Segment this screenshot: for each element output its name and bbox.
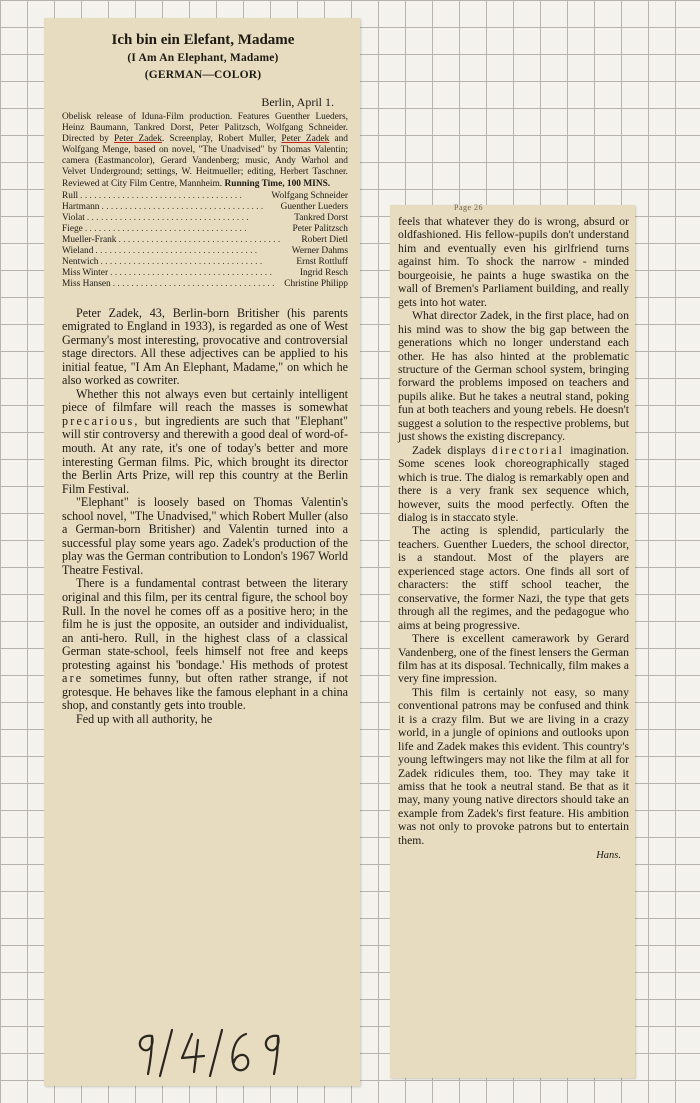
cast-row	[62, 202, 348, 213]
byline: Hans.	[596, 850, 621, 862]
cast-role: Fiege	[62, 223, 83, 234]
review-clipping-left	[44, 18, 360, 1086]
dateline: Berlin, April 1.	[261, 95, 334, 109]
cast-row	[62, 268, 348, 279]
review-paragraph: The acting is splendid, particularly the teachers. Guenther Lueders, the school director, is a standout. Most of the players are experienced stage actors. One finds all sort of characters: the stiff school teacher, the conservative, the former Nazi, the type that gets through all the regimes, and the pedagogue who aims at being progressive.	[398, 524, 629, 632]
credits-text: Obelisk release of Iduna-Film production. Features Guenther Lueders, Heinz Baumann, Tankred Dorst, Peter Palitzsch, Wolfgang Schneider. Directed by	[62, 112, 348, 145]
leader-dots	[85, 224, 291, 235]
paragraph-text: but	[144, 413, 161, 428]
paragraph-text: Zadek displays	[412, 443, 486, 457]
spaced-word: directorial	[491, 443, 565, 457]
credits-text: and Wolfgang Menge, based on novel, "The Unadvised" by Thomas Valentin; camera (Eastmancolor), Gerard Vandenberg; music, Andy Warhol and Velvet Underground; settings, W. Heitmueller; editing, Herbert Taschner. Reviewed at City Film Centre, Mannheim.	[62, 134, 348, 189]
headline: Ich bin ein Elefant, Madame	[111, 32, 295, 48]
cast-actor: Christine Philipp	[284, 279, 348, 290]
review-paragraph: There is excellent camerawork by Gerard Vandenberg, one of the finest lensers the German film has at its disposal. Technically, film makes a very fine impression.	[398, 632, 629, 686]
cast-actor: Wolfgang Schneider	[271, 190, 348, 201]
review-paragraph	[62, 388, 348, 496]
credits-block	[62, 112, 348, 190]
cast-role: Nentwich	[62, 257, 99, 268]
review-paragraph: This film is certainly not easy, so many conventional patrons may be confused and think it is a crazy film. But we are living in a crazy world, in a jungle of opinions and outlooks upon life and Zadek makes this evident. This country's young leftwingers may not like the film at all for Zadek ridicules them, too. They may take it amiss that he took a neutral stand. Be that as it may, many young native directors should take an example from Zadek's first feature. His ambition was not only to provoke patrons but to entertain them.	[398, 685, 629, 847]
review-paragraph: Fed up with all authority, he	[76, 711, 213, 726]
cast-role: Mueller-Frank	[62, 235, 117, 246]
paragraph-text: ingredients are such that "Elephant" will stir controversy and therewith a good deal of word-of-mouth. At any rate, it's one of today's better and more interesting German films. Pic, which brought its director the Berlin Arts Prize, will rep this country at the Berlin Film Festival.	[62, 413, 348, 496]
spaced-word: precarious,	[62, 413, 140, 428]
review-body-left	[62, 307, 348, 727]
paragraph-text: sometimes funny, but often rather strange, if not grotesque. He behaves like the famous elephant in a china shop, and constantly gets into trouble.	[62, 671, 348, 713]
cast-row	[62, 279, 348, 290]
paragraph-text: but certainly intelligent piece of filmfare will reach the masses is somewhat	[62, 386, 348, 415]
genre-label: (GERMAN—COLOR)	[144, 69, 262, 81]
cast-actor: Werner Dahms	[291, 246, 348, 257]
paragraph-text: imagination. Some scenes look choreographically staged which is true. The dialog is remarkably open and there is a very frank sex sequence which, however, suits the mood perfectly. Often the dialog is in staccato style.	[398, 443, 630, 524]
cast-role: Rull	[62, 190, 79, 201]
leader-dots	[110, 268, 298, 279]
cast-role: Hartmann	[62, 201, 100, 212]
english-title: (I Am An Elephant, Madame)	[127, 52, 279, 64]
review-paragraph	[398, 444, 629, 525]
cast-actor: Peter Palitzsch	[292, 223, 348, 234]
paragraph-text: There is a fundamental contrast between the literary original and this film, per its central figure, the school boy Rull. In the novel he comes off as a positive hero; in the film he is just the opposite, an outsider and individualist, an anti-hero. Rull, in the highest class of a classical German state-school, feels himself not free and keeps protesting against his 'bondage.' His methods of protest	[62, 576, 348, 672]
cast-list	[62, 191, 348, 291]
paragraph-text: Whether this not always even	[76, 386, 227, 401]
cast-row	[62, 246, 348, 257]
page-header-fragment: Page 26	[454, 203, 484, 212]
spaced-word: are	[62, 671, 84, 686]
cast-actor: Ernst Rottluff	[296, 257, 348, 268]
cast-actor: Ingrid Resch	[299, 268, 348, 279]
running-time: Running Time, 100 MINS.	[224, 178, 331, 189]
leader-dots	[100, 257, 294, 268]
leader-dots	[80, 191, 269, 202]
cast-actor: Robert Dietl	[301, 235, 348, 246]
review-paragraph: "Elephant" is loosely based on Thomas Valentin's school novel, "The Unadvised," which Robert Muller (also a German-born Britisher) and Valentin turned into a successful play some years ago. Zadek's production of the play was the German contribution to London's 1967 World Theatre Festival.	[62, 495, 348, 577]
director-name: Peter Zadek	[114, 134, 162, 145]
cast-role: Violat	[62, 212, 85, 223]
cast-role: Miss Hansen	[62, 279, 111, 290]
leader-dots	[95, 246, 289, 257]
leader-dots	[113, 279, 282, 290]
cast-row	[62, 257, 348, 268]
cast-role: Wieland	[62, 246, 94, 257]
handwritten-date	[130, 1026, 290, 1078]
cast-role: Miss Winter	[62, 268, 109, 279]
cast-row	[62, 191, 348, 202]
review-body-right	[398, 215, 629, 847]
review-paragraph	[62, 577, 348, 712]
review-clipping-right	[390, 205, 635, 1078]
cast-row	[62, 235, 348, 246]
cast-row	[62, 224, 348, 235]
review-paragraph: feels that whatever they do is wrong, absurd or oldfashioned. His fellow-pupils don't understand him and eventually even his girlfriend turns against him. To shock the narrow - minded bourgeoisie, he paints a huge swastika on the wall of Bremen's Parliament building, and really gets into hot water.	[398, 215, 629, 309]
cast-actor: Tankred Dorst	[294, 212, 348, 223]
review-paragraph: Peter Zadek, 43, Berlin-born Britisher (his parents emigrated to England in 1933), is regarded as one of West Germany's most interesting, provocative and controversial stage directors. All these adjectives can be applied to his initial featue, "I Am An Elephant, Madame," on which he also worked as cowriter.	[62, 305, 348, 388]
review-paragraph: What director Zadek, in the first place, had on his mind was to show the big gap between the generations which no longer understand each other. He has also hinted at the problematic structure of the German school system, bringing forward the problems imposed on teachers and pupils alike. But he takes a neutral stand, poking fun at both teachers and young rebels. He doesn't suggest a solution to the respective problems, but just shows the existing discrepancy.	[398, 309, 629, 444]
cast-actor: Guenther Lueders	[280, 201, 348, 212]
screenplay-name: Peter Zadek	[281, 134, 330, 145]
credits-text: . Screenplay, Robert Muller,	[161, 134, 282, 145]
cast-row	[62, 213, 348, 224]
leader-dots	[102, 202, 279, 213]
leader-dots	[87, 213, 292, 224]
leader-dots	[118, 235, 299, 246]
